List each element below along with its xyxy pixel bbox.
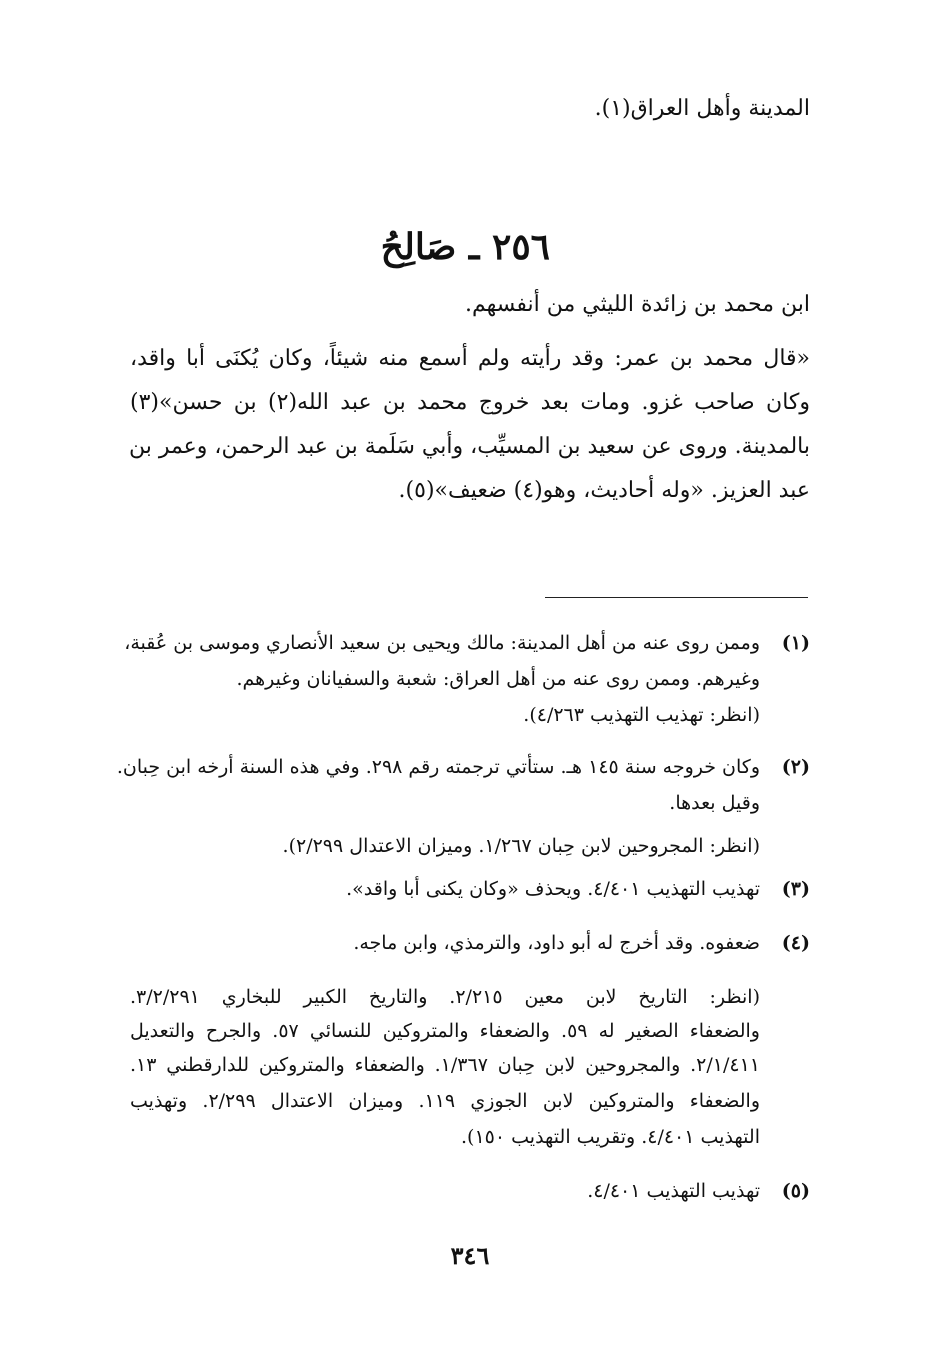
footnote-line: وكان خروجه سنة ١٤٥ هـ. ستأتي ترجمته رقم ٢٩٨. وفي هذه السنة أرخه ابن حِبان. (116, 756, 760, 778)
footnote-line: (انظر: المجروحين لابن حِبان ١/٢٦٧. وميزان الاعتدال ٢/٢٩٩). (282, 835, 760, 857)
footnote-line: تهذيب التهذيب ٤/٤٠١. (587, 1180, 760, 1202)
footnote-line: والضعفاء والمتروكين لابن الجوزي ١١٩. وميزان الاعتدال ٢/٢٩٩. وتهذيب (130, 1090, 761, 1112)
footnote-number: (٤) (781, 932, 810, 954)
footnote-number: (٢) (781, 756, 810, 778)
footnote-line: ٢/١/٤١١. والمجروحين لابن حِبان ١/٣٦٧. والضعفاء والمتروكين للدارقطني ١٣. (130, 1054, 760, 1076)
footnote-line: وغيرهم. وممن روى عنه من أهل العراق: شعبة والسفيانان وغيرهم. (236, 668, 760, 690)
footnote-line: تهذيب التهذيب ٤/٤٠١. ويحذف «وكان يكنى أبا واقد». (346, 878, 760, 900)
footnote-number: (٥) (781, 1180, 810, 1202)
entry-subtitle: ابن محمد بن زائدة الليثي من أنفسهم. (464, 292, 810, 317)
footnote-line: (انظر: تهذيب التهذيب ٤/٢٦٣). (523, 704, 760, 726)
footnote-line: وقيل بعدها. (669, 792, 760, 814)
footnote-separator (545, 597, 808, 598)
footnote-number: (٣) (781, 878, 810, 900)
footnote-number: (١) (781, 632, 810, 654)
continuation-line: المدينة وأهل العراق(١). (594, 96, 810, 121)
body-line: بالمدينة. وروى عن سعيد بن المسيِّب، وأبي سَلَمة بن عبد الرحمن، وعمر بن (128, 434, 810, 459)
body-line: وكان صاحب غزو. ومات بعد خروج محمد بن عبد الله(٢) بن حسن»(٣) (130, 390, 810, 415)
footnote-line: التهذيب ٤/٤٠١. وتقريب التهذيب ١٥٠). (461, 1126, 760, 1148)
body-line: عبد العزيز. «وله أحاديث، وهو(٤) ضعيف»(٥). (398, 478, 810, 503)
entry-title: ٢٥٦ ـ صَالِحُ (380, 226, 550, 268)
footnote-line: وممن روى عنه من أهل المدينة: مالك ويحيى بن سعيد الأنصاري وموسى بن عُقبة، (124, 632, 760, 654)
footnote-line: والضعفاء الصغير له ٥٩. والضعفاء والمتروكين للنسائي ٥٧. والجرح والتعديل (130, 1020, 760, 1042)
body-line: «قال محمد بن عمر: وقد رأيته ولم أسمع منه شيئاً، وكان يُكنَى أبا واقد، (130, 346, 810, 371)
footnote-line: ضعفوه. وقد أخرج له أبو داود، والترمذي، وابن ماجه. (353, 932, 760, 954)
footnote-line: (انظر: التاريخ لابن معين ٢/٢١٥. والتاريخ الكبير للبخاري ٣/٢/٢٩١. (130, 986, 760, 1008)
page-number: ٣٤٦ (450, 1241, 490, 1270)
